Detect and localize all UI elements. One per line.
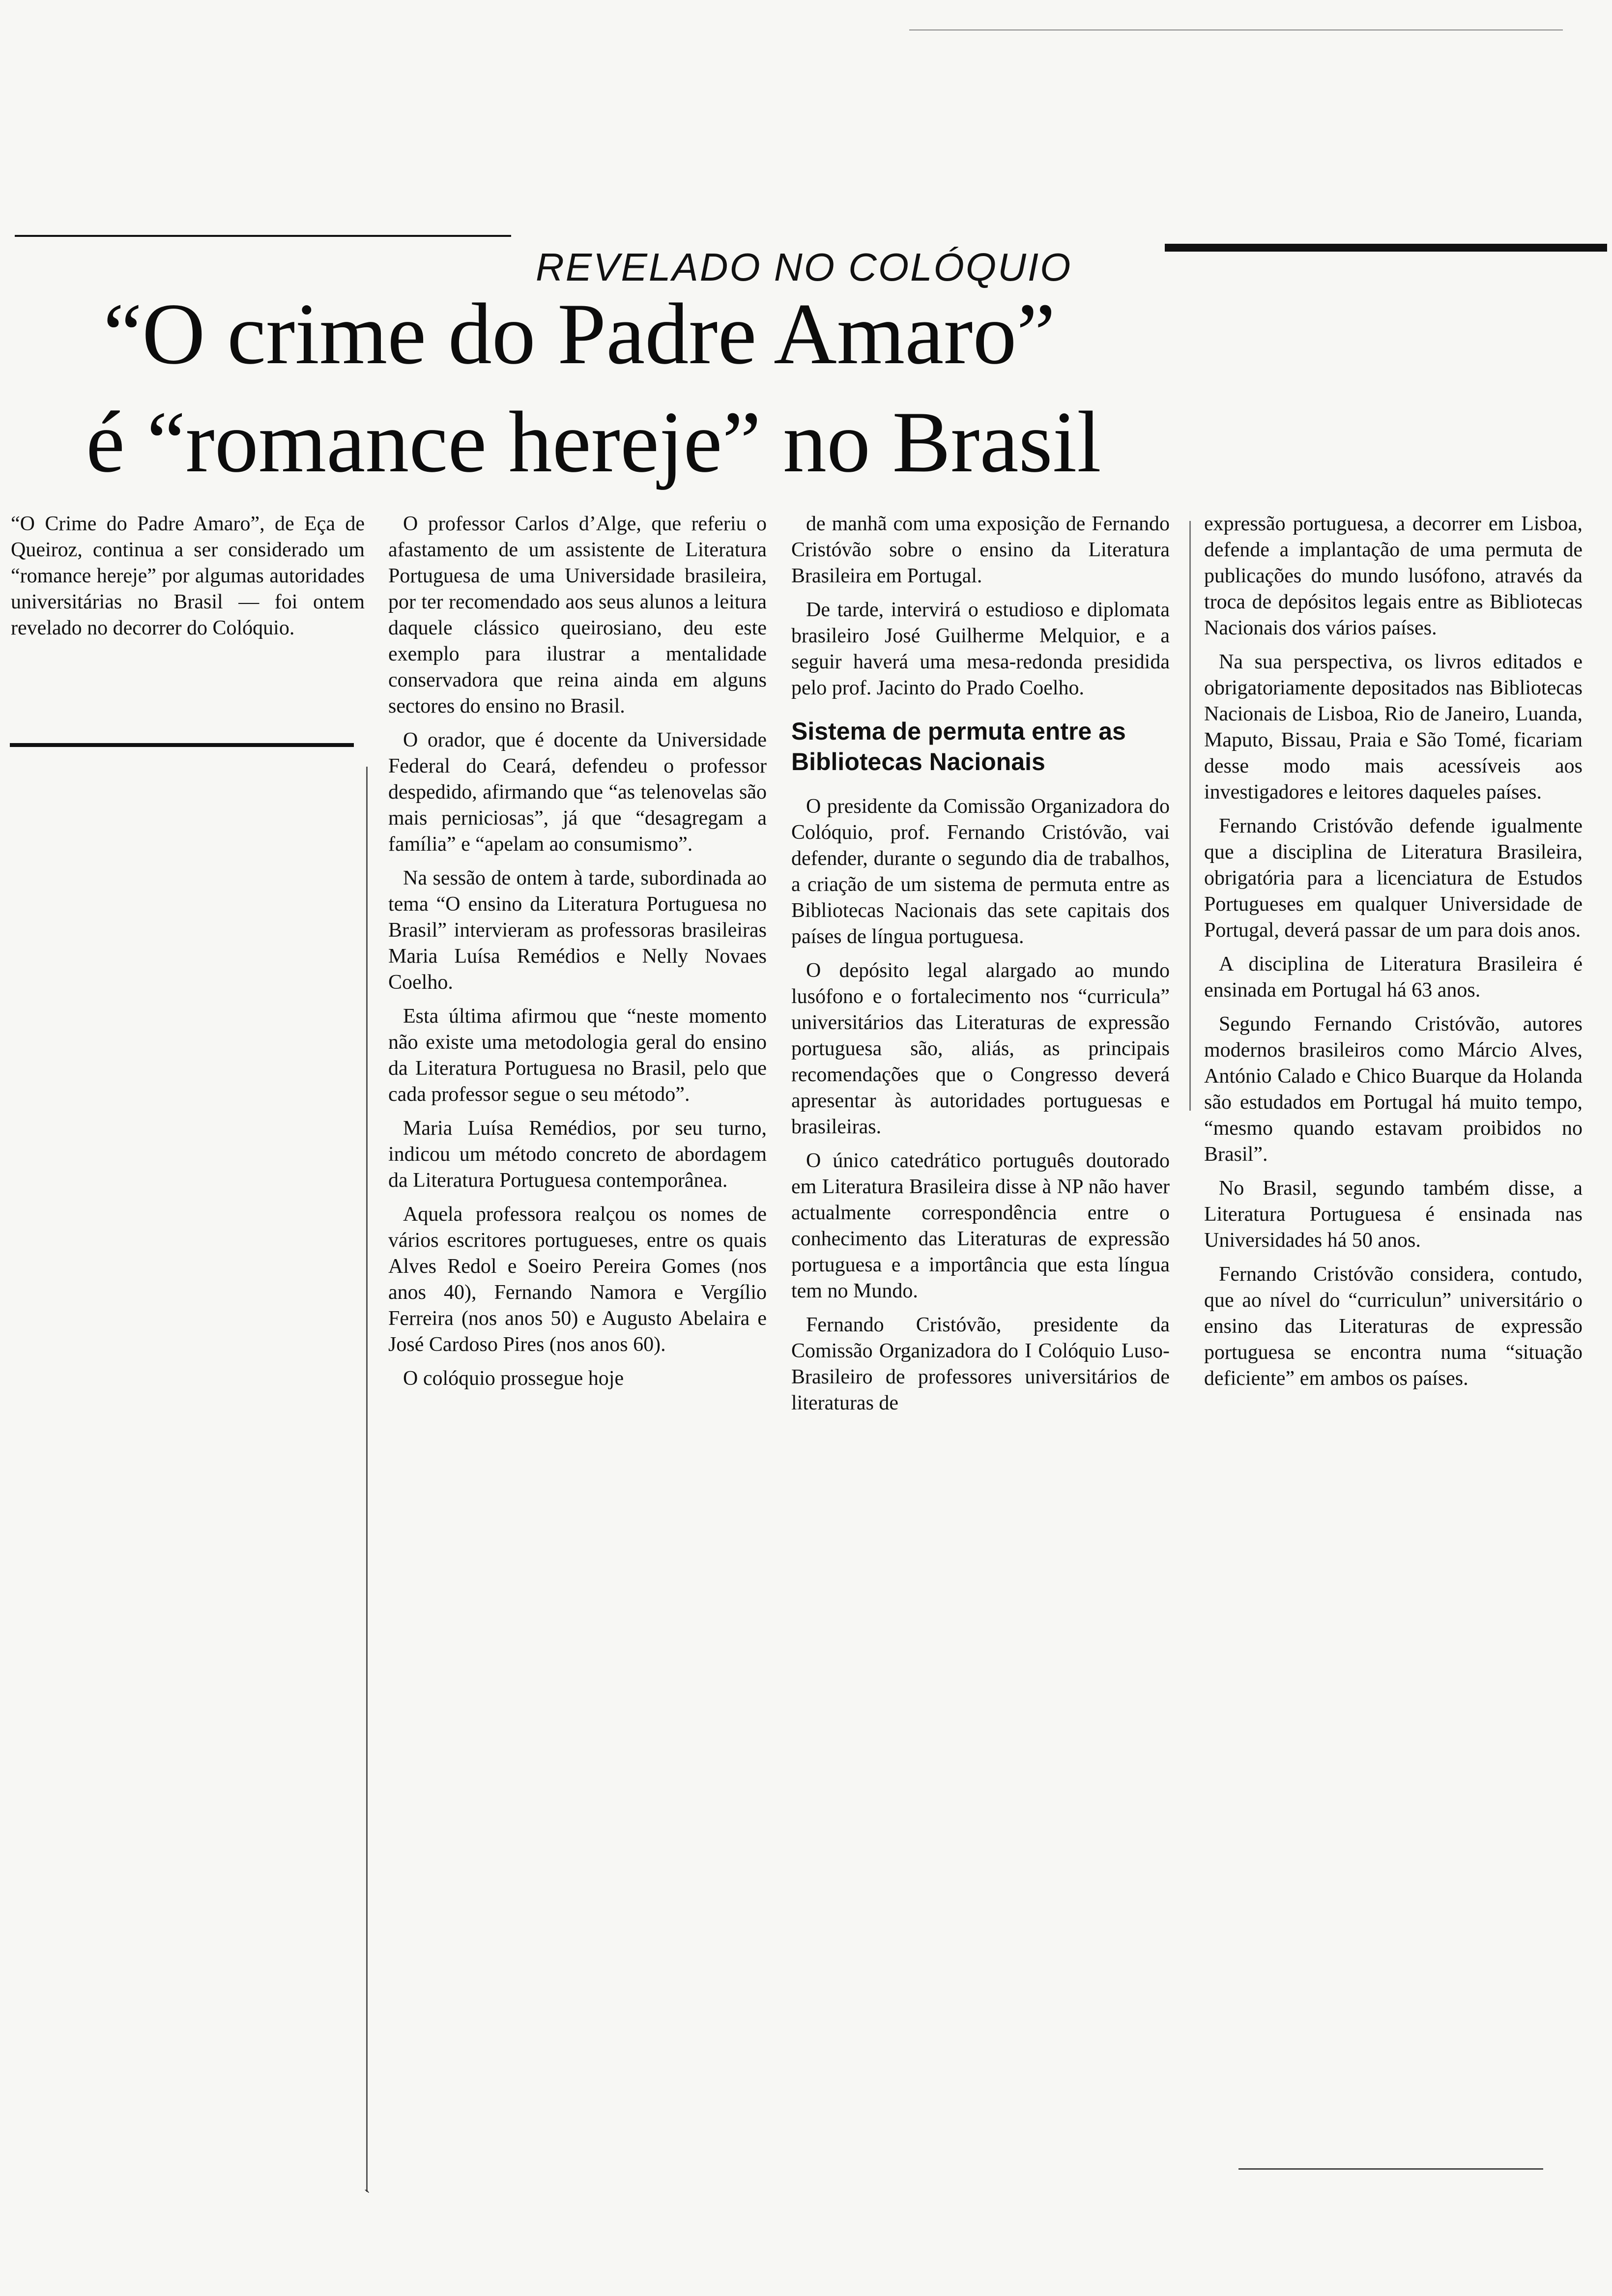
column-3-paragraph: Fernando Cristóvão, presidente da Comissão Organizadora do I Colóquio Luso-Brasileiro de professores universitários de literaturas de <box>791 1314 1170 1414</box>
column-3-paragraph: De tarde, intervirá o estudioso e diplomata brasileiro José Guilherme Melquior, e a seguir haverá uma mesa-redonda presidida pelo prof. Jacinto do Prado Coelho. <box>791 599 1170 699</box>
column-2-paragraph: O colóquio prossegue hoje <box>403 1367 624 1390</box>
column-3-paragraph: de manhã com uma exposição de Fernando Cristóvão sobre o ensino da Literatura Brasileira em Portugal. <box>791 513 1170 587</box>
kicker-rule-left <box>15 235 511 237</box>
column-2-paragraph: Na sessão de ontem à tarde, subordinada ao tema “O ensino da Literatura Portuguesa no Brasil” intervieram as professoras brasileiras Maria Luísa Remédios e Nelly Novaes Coelho. <box>388 867 767 994</box>
scan-speck: ` <box>364 2186 371 2209</box>
column-3-paragraph: O depósito legal alargado ao mundo lusófono e o fortalecimento nos “curricula” universitários das Literaturas de expressão portuguesa são, aliás, as principais recomendações que o Congresso deverá apresentar às autoridades portuguesas e brasileiras. <box>791 959 1170 1138</box>
column-1-paragraph: “O Crime do Padre Amaro”, de Eça de Queiroz, continua a ser considerado um “romance hereje” por algumas autoridades universitárias no Brasil — foi ontem revelado no decorrer do Colóquio. <box>11 513 365 639</box>
top-scan-line <box>909 29 1563 30</box>
column-2-paragraph: O orador, que é docente da Universidade Federal do Ceará, defendeu o professor despedido, afirmando que “as telenovelas são mais perniciosas”, já que “desagregam a família” e “apelam ao consumismo”. <box>388 729 767 856</box>
kicker-rule-right <box>1165 244 1607 252</box>
headline-line-2: é “romance hereje” no Brasil <box>86 393 1101 490</box>
column-3-paragraph: O presidente da Comissão Organizadora do Colóquio, prof. Fernando Cristóvão, vai defender, durante o segundo dia de trabalhos, a criação de um sistema de permuta entre as Bibliotecas Nacionais das sete capitais dos países de língua portuguesa. <box>791 795 1170 948</box>
bottom-column-rule <box>1238 2168 1543 2170</box>
column-4-paragraph: Fernando Cristóvão defende igualmente que a disciplina de Literatura Brasileira, obrigatória para a licenciatura de Estudos Portugueses em qualquer Universidade de Portugal, deverá passar de um para dois anos. <box>1204 815 1583 942</box>
column-separator-3 <box>1189 521 1191 1111</box>
column-2-paragraph: Aquela professora realçou os nomes de vários escritores portugueses, entre os quais Alves Redol e Soeiro Pereira Gomes (nos anos 40), Fernando Namora e Vergílio Ferreira (nos anos 50) e Augusto Abelaira e José Cardoso Pires (nos anos 60). <box>388 1203 767 1356</box>
column-4-paragraph: expressão portuguesa, a decorrer em Lisboa, defende a implantação de uma permuta de publicações do mundo lusófono, através da troca de depósitos legais entre as Bibliotecas Nacionais dos vários países. <box>1204 513 1583 639</box>
column-3 <box>791 511 1170 1424</box>
column-separator-1 <box>366 767 368 2192</box>
column-3-paragraph: O único catedrático português doutorado em Literatura Brasileira disse à NP não haver actualmente correspondência entre o conhecimento das Literaturas de expressão portuguesa e a importância que esta língua tem no Mundo. <box>791 1149 1170 1302</box>
column-2-paragraph: O professor Carlos d’Alge, que referiu o afastamento de um assistente de Literatura Portuguesa de uma Universidade brasileira, por ter recomendado aos seus alunos a leitura daquele clássico queirosiano, deu este exemplo para ilustrar a mentalidade conservadora que reina ainda em alguns sectores do ensino no Brasil. <box>388 513 767 718</box>
column-4-paragraph: No Brasil, segundo também disse, a Literatura Portuguesa é ensinada nas Universidades há 50 anos. <box>1204 1177 1583 1252</box>
headline-line-1: “O crime do Padre Amaro” <box>103 285 1056 382</box>
column-4-paragraph: Fernando Cristóvão considera, contudo, que ao nível do “curriculun” universitário o ensino das Literaturas de expressão portuguesa se encontra numa “situação deficiente” em ambos os países. <box>1204 1263 1583 1390</box>
column-4 <box>1204 511 1583 1400</box>
kicker: REVELADO NO COLÓQUIO <box>536 245 1072 289</box>
column-2-paragraph: Maria Luísa Remédios, por seu turno, indicou um método concreto de abordagem da Literatura Portuguesa contemporânea. <box>388 1117 767 1192</box>
intro-underline <box>10 743 354 747</box>
column-2 <box>388 511 767 1400</box>
column-2-paragraph: Esta última afirmou que “neste momento não existe uma metodologia geral do ensino da Literatura Portuguesa no Brasil, pelo que cada professor segue o seu método”. <box>388 1005 767 1106</box>
column-4-paragraph: Na sua perspectiva, os livros editados e obrigatoriamente depositados nas Bibliotecas Nacionais de Lisboa, Rio de Janeiro, Luanda, Maputo, Bissau, Praia e São Tomé, ficariam desse modo mais acessíveis aos investigadores e leitores daqueles países. <box>1204 651 1583 804</box>
column-1 <box>11 511 365 649</box>
column-4-paragraph: Segundo Fernando Cristóvão, autores modernos brasileiros como Márcio Alves, António Calado e Chico Buarque da Holanda são estudados em Portugal há muito tempo, “mesmo quando estavam proibidos no Brasil”. <box>1204 1013 1583 1166</box>
section-subhead: Sistema de permuta entre as Bibliotecas Nacionais <box>791 718 1126 775</box>
column-4-paragraph: A disciplina de Literatura Brasileira é ensinada em Portugal há 63 anos. <box>1204 953 1583 1002</box>
